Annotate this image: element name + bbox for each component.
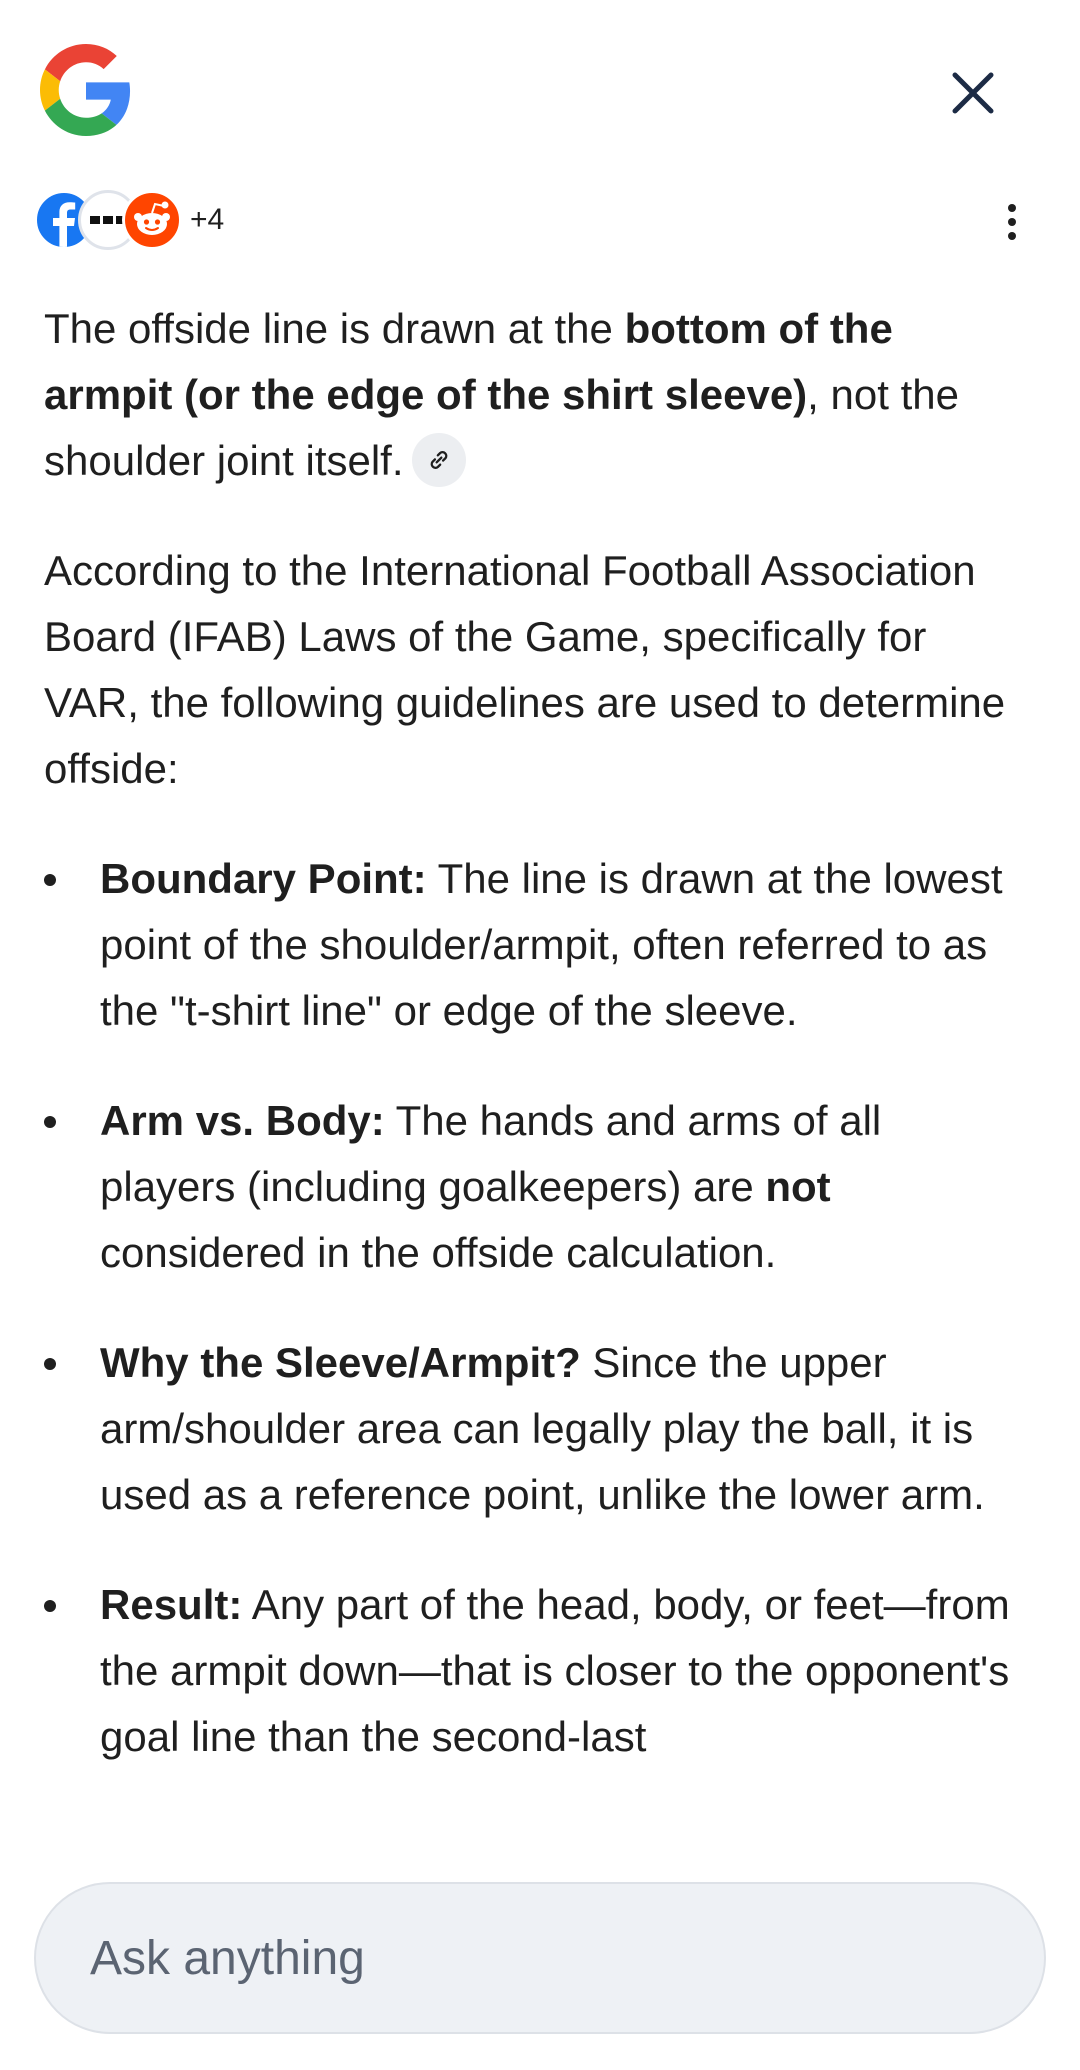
reddit-icon[interactable]	[122, 190, 182, 250]
more-options-button[interactable]	[994, 196, 1030, 248]
more-vertical-icon	[1008, 204, 1016, 212]
link-icon	[425, 446, 453, 474]
emphasis-text: bottom of the armpit (or the edge of the shirt sleeve)	[44, 305, 893, 418]
source-link-button[interactable]	[412, 433, 466, 487]
guideline-list	[44, 846, 1014, 1770]
list-item: Boundary Point: The line is drawn at the lowest point of the shoulder/armpit, often referred to as the "t-shirt line" or edge of the sleeve.	[44, 846, 1014, 1044]
header	[0, 0, 1080, 190]
ask-bar[interactable]	[34, 1882, 1046, 2034]
more-sources-count[interactable]: +4	[190, 203, 225, 236]
list-item: Arm vs. Body: The hands and arms of all players (including goalkeepers) are not considered in the offside calculation.	[44, 1088, 1014, 1286]
close-icon	[949, 69, 997, 117]
ask-input[interactable]	[90, 1931, 990, 1986]
answer-paragraph-2: According to the International Football Association Board (IFAB) Laws of the Game, specifically for VAR, the following guidelines are used to determine offside:	[44, 547, 1006, 792]
answer-paragraph-1: The offside line is drawn at the bottom of the armpit (or the edge of the shirt sleeve), not the shoulder joint itself.	[44, 296, 1014, 494]
google-g-logo-icon[interactable]	[40, 44, 132, 136]
source-chips[interactable]	[34, 190, 224, 250]
list-item: Result: Any part of the head, body, or feet—from the armpit down—that is closer to the opponent's goal line than the second-last	[44, 1572, 1014, 1770]
scroll-fade	[0, 1790, 1080, 1850]
answer-content	[44, 296, 1014, 1836]
list-item: Why the Sleeve/Armpit? Since the upper arm/shoulder area can legally play the ball, it is used as a reference point, unlike the lower arm.	[44, 1330, 1014, 1528]
close-button[interactable]	[940, 60, 1006, 126]
